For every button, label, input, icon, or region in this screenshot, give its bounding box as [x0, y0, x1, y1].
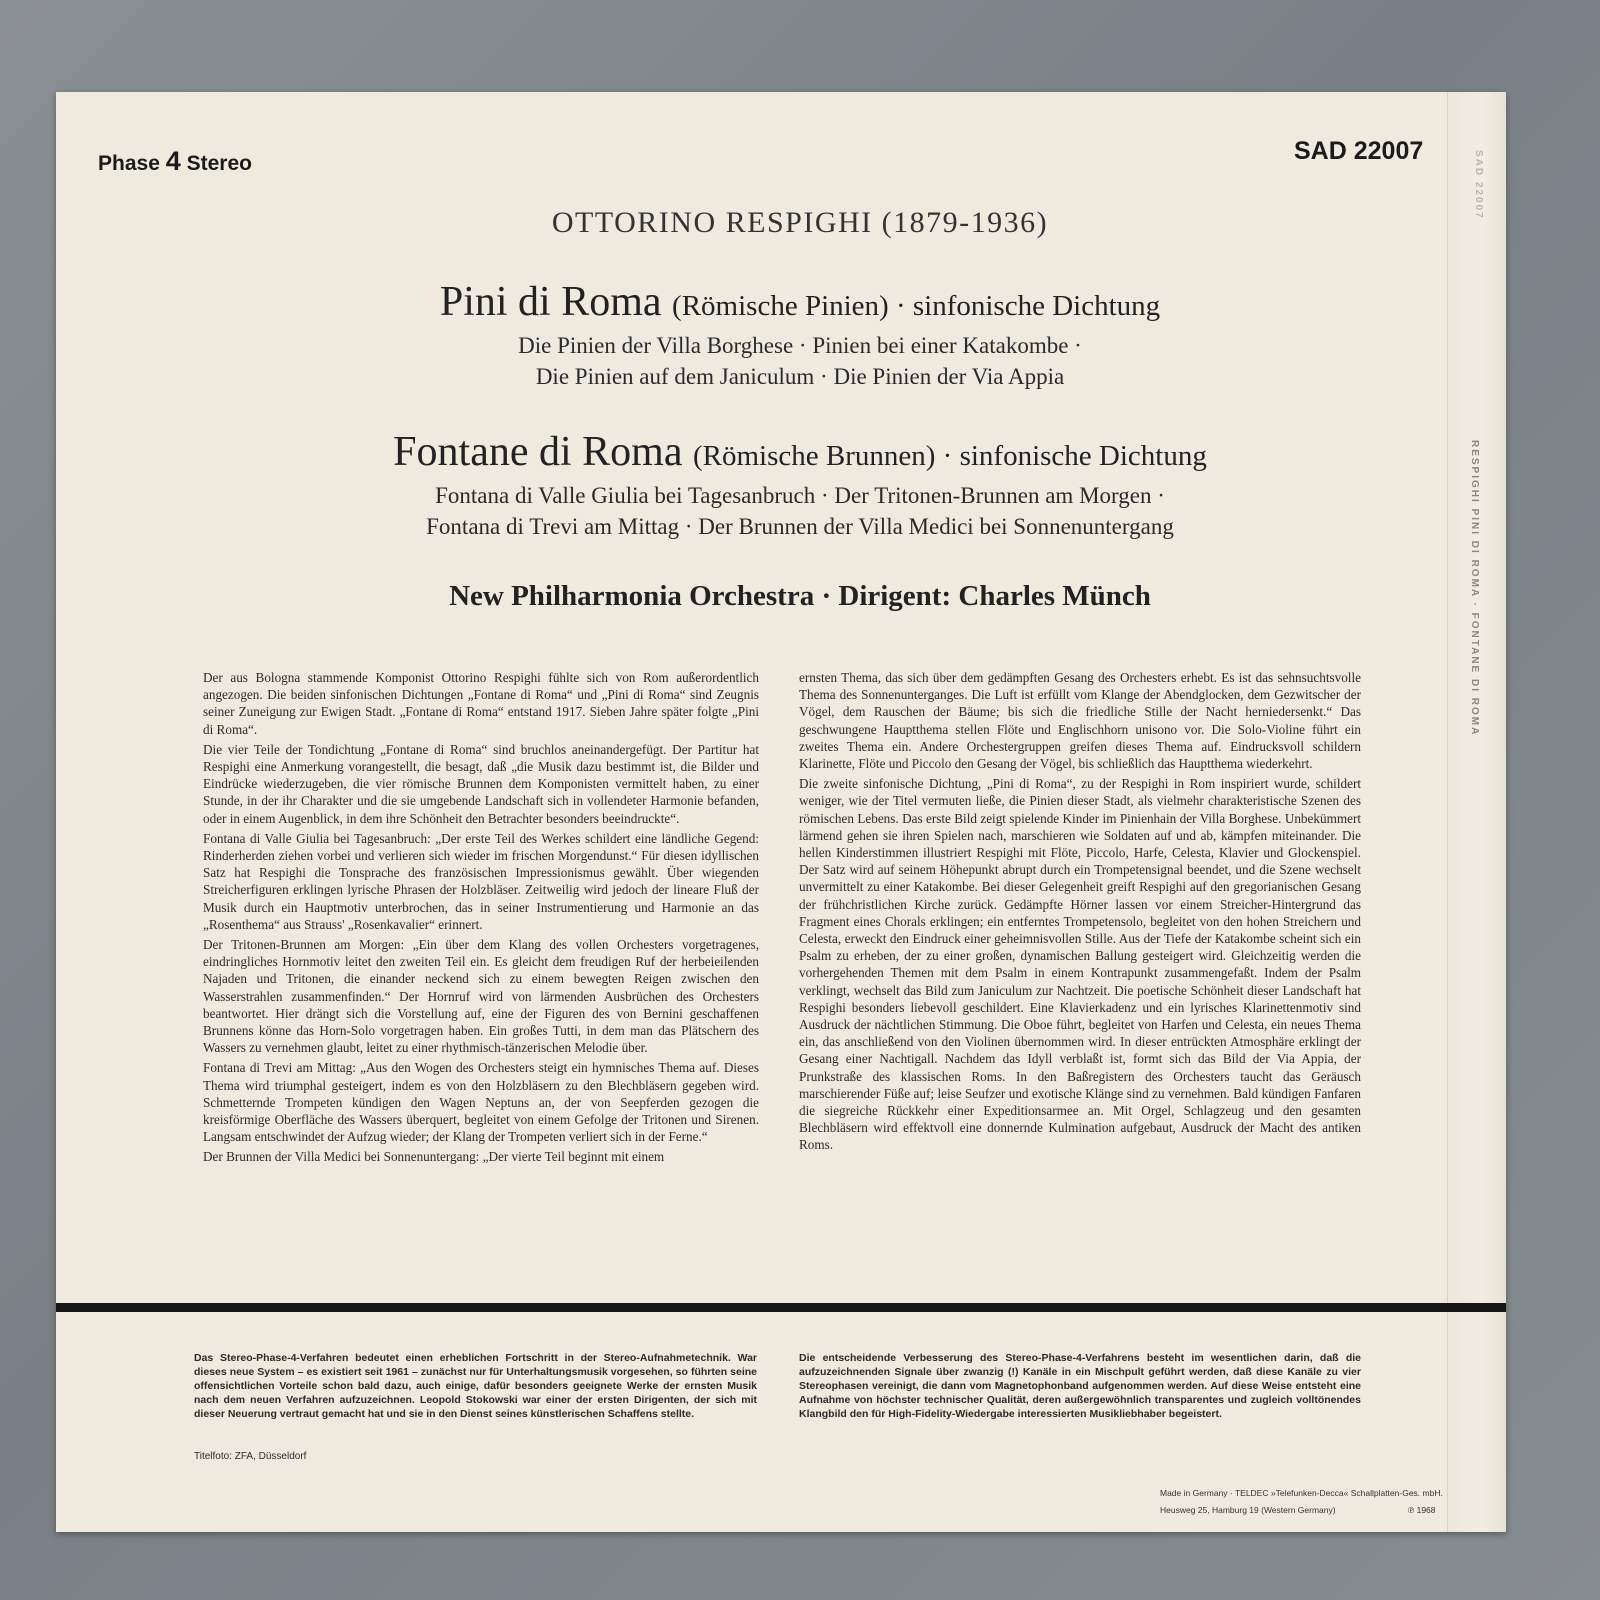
brand-number: 4: [165, 146, 181, 176]
work2-movements-line2: Fontana di Trevi am Mittag · Der Brunnen der Villa Medici bei Sonnenuntergang: [426, 514, 1174, 539]
catalog-number: SAD 22007: [1294, 137, 1424, 165]
copyright-year: ℗ 1968: [1407, 1505, 1436, 1515]
liner-paragraph: Der aus Bologna stammende Komponist Ottorino Respighi fühlte sich von Rom außerordentlich angezogen. Die beiden sinfonischen Dichtungen „Fontane di Roma“ und „Pini di Roma“ sind Zeugnis seiner Zuneigung zur Ewigen Stadt. „Fontane di Roma“ entstand 1917. Sieben Jahre später folgte „Pini di Roma“.: [203, 670, 759, 737]
photo-credit: Titelfoto: ZFA, Düsseldorf: [194, 1451, 307, 1462]
brand-suffix: Stereo: [186, 152, 252, 175]
performers: New Philharmonia Orchestra · Dirigent: Charles Münch: [449, 580, 1151, 612]
liner-notes-left-column: [203, 669, 759, 1169]
divider-bar: [56, 1303, 1506, 1312]
liner-paragraph: Fontana di Valle Giulia bei Tagesanbruch: „Der erste Teil des Werkes schildert eine ländliche Gegend: Rinderherden ziehen vorbei und verlieren sich wieder im frischen Morgendunst.“ Für diesen idyllischen Satz hat Respighi die Tonsprache des französischen Impressionismus gewählt. Über wiegenden Streicherfiguren erklingen lyrische Phrasen der Holzbläser. Zeitweilig wird jedoch der lineare Fluß der Musik durch ein Hauptmotiv unterbrochen, das in seiner Instrumentierung und Harmonie an das „Rosenthema“ aus Strauss' „Rosenkavalier“ erinnert.: [203, 830, 759, 932]
imprint-line2: Heusweg 25, Hamburg 19 (Western Germany): [1160, 1505, 1336, 1515]
imprint-line1: Made in Germany · TELDEC »Telefunken-Decca« Schallplatten-Ges. mbH.: [1160, 1488, 1443, 1498]
liner-paragraph: Der Brunnen der Villa Medici bei Sonnenuntergang: „Der vierte Teil beginnt mit einem: [203, 1149, 665, 1165]
spine-title: RESPIGHI PINI DI ROMA · FONTANE DI ROMA: [1469, 440, 1480, 737]
phase4-stereo-logo: [98, 146, 252, 177]
work1-title: Pini di Roma: [439, 279, 662, 325]
liner-paragraph: ernsten Thema, das sich über dem gedämpften Gesang des Orchesters erhebt. Es ist das sehnsuchtsvolle Thema des Sonnenunterganges. Die Luft ist erfüllt vom Klange der Abendglocken, dem Gezwitscher der Vögel, dem Rauschen der Bäume; bis sich die friedliche Stille der Nacht herniedersenkt.“ Das geschwungene Hauptthema stellen Flöte und Englischhorn unisono vor. Die Solo-Violine führt ein zweites Thema ein. Andere Orchestergruppen greifen dieses Thema auf. Eindrucksvoll schildern Klarinette, Flöte und Piccolo den Gesang der Vögel, bis schließlich das Hauptthema wiederkehrt.: [799, 670, 1361, 772]
liner-notes-right-column: [799, 669, 1361, 1157]
work2-title: Fontane di Roma: [393, 429, 683, 475]
composer-heading: OTTORINO RESPIGHI (1879-1936): [551, 206, 1049, 239]
work2-heading: [0, 428, 1600, 476]
work1-subtitle: (Römische Pinien) · sinfonische Dichtung: [672, 290, 1161, 322]
work2-subtitle: (Römische Brunnen) · sinfonische Dichtung: [692, 440, 1207, 472]
work1-heading: [0, 278, 1600, 326]
brand-prefix: Phase: [98, 152, 160, 175]
imprint: [1160, 1485, 1443, 1519]
technical-note-left: Das Stereo-Phase-4-Verfahren bedeutet einen erheblichen Fortschritt in der Stereo-Aufnahmetechnik. War dieses neue System – es existiert seit 1961 – zunächst nur für Unterhaltungsmusik vorgesehen, so führten seine offensichtlichen Vorteile schon bald dazu, auch einige, dafür besonders geeignete Werke der ernsten Musik nach dem neuen Verfahren aufzuzeichnen. Leopold Stokowski war einer der ersten Dirigenten, der sich mit dieser Neuerung vertraut gemacht hat und sie in den Dienst seines künstlerischen Schaffens stellte.: [194, 1352, 757, 1420]
spine-catalog-number: SAD 22007: [1473, 150, 1484, 220]
liner-paragraph: Die zweite sinfonische Dichtung, „Pini di Roma“, zu der Respighi in Rom inspiriert wurde, schildert weniger, wie der Titel vermuten ließe, die Pinien dieser Stadt, als vielmehr charakteristische Szenen des römischen Lebens. Das erste Bild zeigt spielende Kinder im Pinienhain der Villa Borghese. Unbekümmert lärmend gehen sie ihren Spielen nach, marschieren wie Soldaten auf und ab, kämpfen miteinander. Die hellen Kinderstimmen illustriert Respighi mit Flöte, Piccolo, Harfe, Celesta, Klavier und Glockenspiel. Der Satz wird auf seinem Höhepunkt abrupt durch ein Trompetensignal beendet, und die Szene wechselt unvermittelt zu einer Katakombe. Bei dieser Gelegenheit greift Respighi auf den gregorianischen Gesang der frühchristlichen Kirche zurück. Gedämpfte Hörner lassen vor einem Streicher-Hintergrund das Fragment eines Chorals erklingen; ein entferntes Trompetensolo, begleitet von den hohen Streichern und Celesta, erweckt den Eindruck einer geheimnisvollen Stille. Aus der Tiefe der Katakombe scheint sich ein Psalm zu erheben, der zu einer großen, dynamischen Ballung gesteigert wird. Gleichzeitig werden die vorhergehenden Themen mit dem Psalm in einem Kontrapunkt zusammengefaßt. Indem der Psalm verklingt, wechselt das Bild zum Janiculum zur Nachtzeit. Die poetische Schönheit dieser Landschaft hat Respighi besonders liebevoll geschildert. Eine Klavierkadenz und ein lyrisches Klarinettenmotiv sind Ausdruck der nächtlichen Stimmung. Die Oboe führt, begleitet von Harfen und Celesta, ein neues Thema ein, das anschließend von den Violinen übernommen wird. In dieser entrückten Atmosphäre erklingt der Gesang einer Nachtigall. Nachdem das Idyll verblaßt ist, formt sich das Bild der Via Appia, der Prunkstraße des klassischen Roms. In den Baßregistern des Orchesters taucht das Geräusch marschierender Füße auf; leise Seufzer und exotische Klänge sind zu vernehmen. Bald kündigen Fanfaren die siegreiche Rückkehr einer Expeditionsarmee an. Mit Orgel, Schlagzeug und den gesamten Blechbläsern wird effektvoll eine donnernde Kulmination aufgebaut, Ausdruck der Macht des antiken Roms.: [799, 776, 1361, 1153]
work1-movements-line2: Die Pinien auf dem Janiculum · Die Pinien der Via Appia: [535, 364, 1065, 389]
liner-paragraph: Der Tritonen-Brunnen am Morgen: „Ein über dem Klang des vollen Orchesters vorgetragenes, eindringliches Hornmotiv leitet den zweiten Teil ein. Es gleicht dem freudigen Ruf der herbeieilenden Najaden und Tritonen, die einander neckend sich zu einem bewegten Reigen zwischen den Wasserstrahlen zusammenfinden.“ Der Hornruf wird von lärmenden Ausbrüchen des Orchesters beantwortet. Hier drängt sich die Vorstellung auf, eine der Figuren des von Bernini geschaffenen Brunnens könne das Horn-Solo vorgetragen haben. Ein großes Tutti, in dem man das Plätschern des Wassers zu vernehmen glaubt, leitet zu einer rhythmisch-tänzerischen Melodie über.: [203, 937, 759, 1056]
work1-movements-line1: Die Pinien der Villa Borghese · Pinien bei einer Katakombe ·: [518, 333, 1082, 358]
liner-paragraph: Fontana di Trevi am Mittag: „Aus den Wogen des Orchesters steigt ein hymnisches Thema auf. Dieses Thema wird triumphal gesteigert, indem es von den Holzbläsern zu den Blechbläsern gegeben wird. Schmetternde Trompeten kündigen den Wagen Neptuns an, der von Seepferden gezogen die kreisförmige Oberfläche des Wassers überquert, begleitet von einem Gefolge der Tritonen und Sirenen. Langsam entschwindet der Aufzug wieder; der Klang der Trompeten verliert sich in der Ferne.“: [203, 1060, 759, 1145]
work2-movements-line1: Fontana di Valle Giulia bei Tagesanbruch · Der Tritonen-Brunnen am Morgen ·: [435, 483, 1165, 508]
liner-paragraph: Die vier Teile der Tondichtung „Fontane di Roma“ sind bruchlos aneinandergefügt. Der Partitur hat Respighi eine Anmerkung vorangestellt, die besagt, daß „die Musik dazu bestimmt ist, die Bilder und Eindrücke wiederzugeben, die vier römische Brunnen dem Komponisten vermittelt haben, zu einer Stunde, in der ihr Charakter und die sie umgebende Landschaft sich in vollendeter Harmonie befanden, oder in einem Augenblick, in dem ihre Schönheit den Betrachter besonders beeindruckte“.: [203, 741, 759, 826]
technical-note-right: Die entscheidende Verbesserung des Stereo-Phase-4-Verfahrens besteht im wesentlichen darin, daß die aufzuzeichnenden Signale über zwanzig (!) Kanäle in ein Mischpult geführt werden, daß diese Kanäle zu vier Stereophasen vereinigt, die dann vom Magnetophonband aufgenommen werden. Auf diese Weise entsteht eine Aufnahme von höchster technischer Qualität, deren außergewöhnlich transparentes und zugleich volltönendes Klangbild den für High-Fidelity-Wiedergabe interessierten Musikliebhaber begeistert.: [799, 1352, 1361, 1420]
